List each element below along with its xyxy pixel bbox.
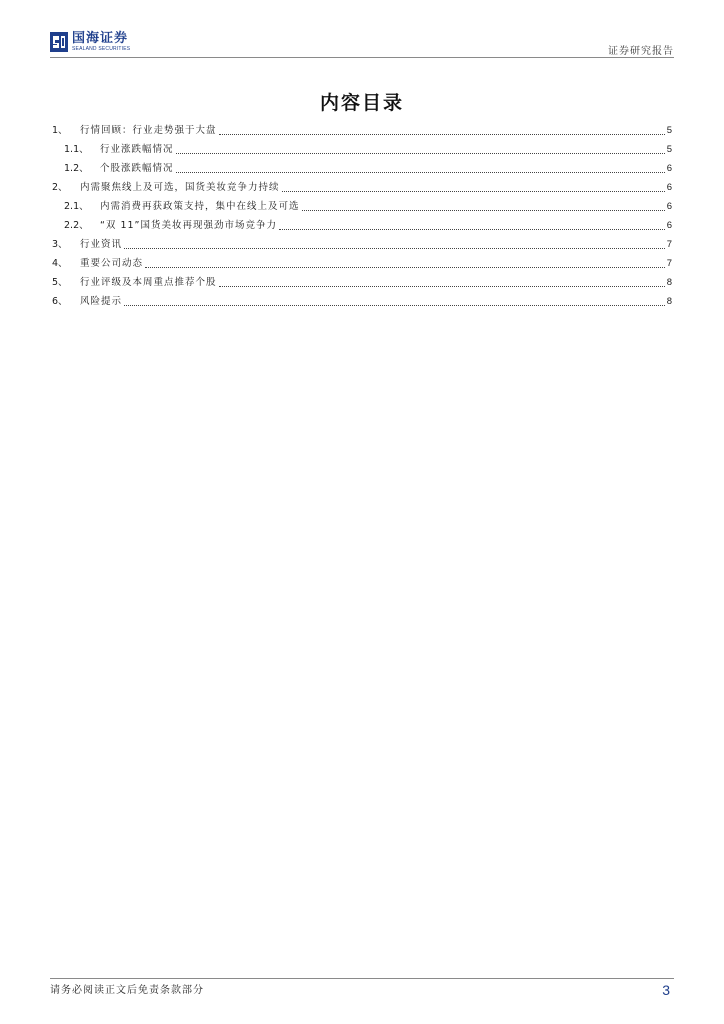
- toc-entry[interactable]: [52, 160, 672, 179]
- toc-entry-label: 行业评级及本周重点推荐个股: [80, 277, 217, 288]
- toc-entry-number: 2.2、: [64, 220, 89, 231]
- toc-entry-label: 内需消费再获政策支持，集中在线上及可选: [100, 201, 300, 212]
- toc-entry[interactable]: [52, 179, 672, 198]
- table-of-contents: [52, 122, 672, 312]
- toc-leader-dots: [302, 209, 665, 211]
- page-header: [50, 30, 674, 58]
- toc-entry-page: 8: [666, 277, 672, 288]
- report-type-label: 证券研究报告: [608, 46, 674, 57]
- toc-entry[interactable]: [52, 255, 672, 274]
- toc-leader-dots: [124, 304, 665, 306]
- toc-entry-page: 5: [666, 125, 672, 136]
- toc-entry-number: 2、: [52, 182, 68, 193]
- toc-entry-page: 6: [666, 220, 672, 231]
- toc-entry-page: 6: [666, 201, 672, 212]
- toc-entry-page: 5: [666, 144, 672, 155]
- toc-entry-label: 重要公司动态: [80, 258, 144, 269]
- toc-entry-number: 1、: [52, 125, 68, 136]
- toc-entry[interactable]: [52, 274, 672, 293]
- toc-entry-label: 内需聚焦线上及可选，国货美妆竞争力持续: [80, 182, 280, 193]
- toc-entry-label: 行业涨跌幅情况: [100, 144, 174, 155]
- company-logo: [50, 32, 130, 52]
- toc-entry[interactable]: [52, 217, 672, 236]
- toc-entry-label: 行业资讯: [80, 239, 123, 250]
- toc-entry-number: 5、: [52, 277, 68, 288]
- footer-disclaimer: 请务必阅读正文后免责条款部分: [50, 985, 204, 996]
- toc-entry[interactable]: [52, 293, 672, 312]
- toc-entry-page: 6: [666, 182, 672, 193]
- toc-entry[interactable]: [52, 198, 672, 217]
- toc-title: 内容目录: [319, 92, 404, 114]
- toc-leader-dots: [279, 228, 665, 230]
- toc-entry-page: 6: [666, 163, 672, 174]
- toc-entry[interactable]: [52, 236, 672, 255]
- header-divider: [50, 57, 674, 58]
- footer-divider: [50, 978, 674, 979]
- toc-leader-dots: [219, 133, 665, 135]
- toc-entry-number: 1.2、: [64, 163, 89, 174]
- toc-entry-page: 7: [666, 239, 672, 250]
- toc-entry[interactable]: [52, 122, 672, 141]
- toc-entry-number: 1.1、: [64, 144, 89, 155]
- toc-leader-dots: [282, 190, 665, 192]
- toc-entry-label: 风险提示: [80, 296, 123, 307]
- toc-entry-number: 4、: [52, 258, 68, 269]
- logo-chinese-name: 国海证券: [72, 31, 129, 46]
- page-number: 3: [662, 982, 670, 998]
- toc-leader-dots: [176, 152, 665, 154]
- toc-entry[interactable]: [52, 141, 672, 160]
- toc-entry-number: 6、: [52, 296, 68, 307]
- toc-entry-number: 2.1、: [64, 201, 89, 212]
- toc-entry-label: 行情回顾：行业走势强于大盘: [80, 125, 217, 136]
- toc-entry-label: 个股涨跌幅情况: [100, 163, 174, 174]
- sealand-logo-icon: [50, 32, 68, 52]
- toc-entry-page: 7: [666, 258, 672, 269]
- logo-english-name: SEALAND SECURITIES: [72, 46, 131, 52]
- toc-leader-dots: [176, 171, 665, 173]
- toc-entry-label: “双 11”国货美妆再现强劲市场竞争力: [100, 220, 277, 231]
- toc-leader-dots: [145, 266, 665, 268]
- toc-entry-page: 8: [666, 296, 672, 307]
- toc-entry-number: 3、: [52, 239, 68, 250]
- toc-leader-dots: [219, 285, 665, 287]
- toc-leader-dots: [124, 247, 665, 249]
